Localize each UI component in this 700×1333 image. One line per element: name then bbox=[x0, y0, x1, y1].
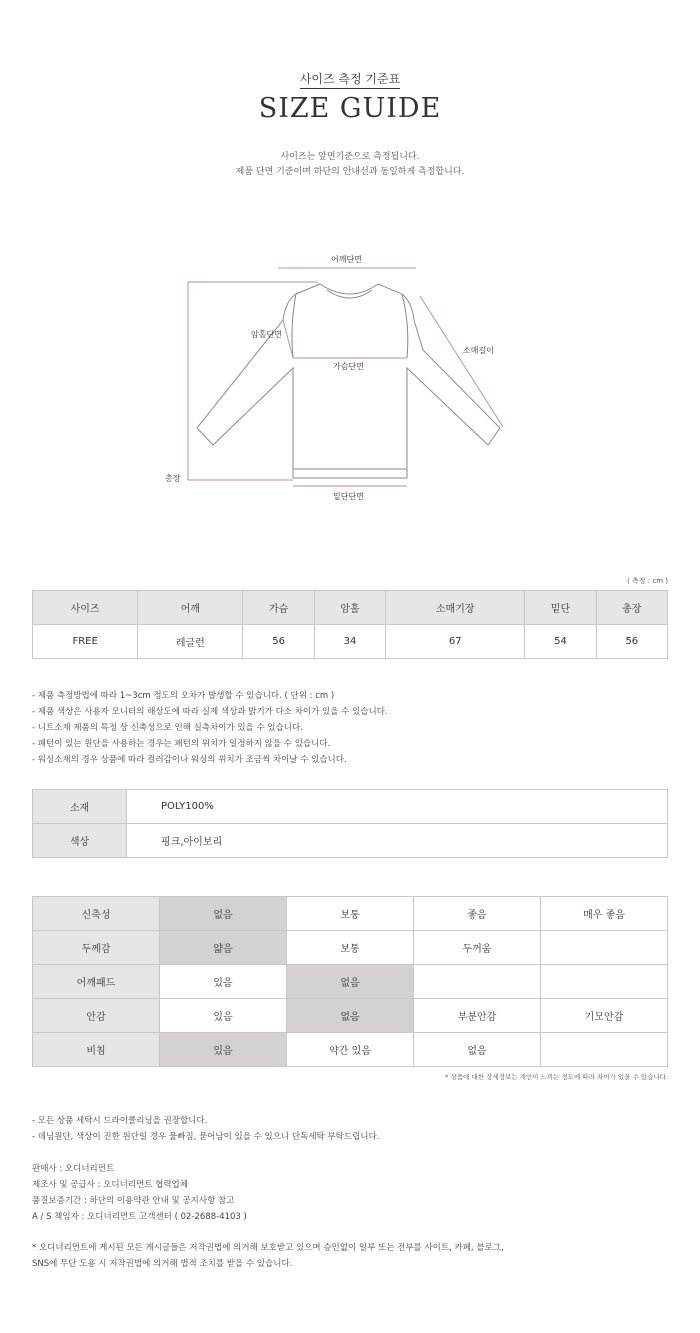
material-key: 소재 bbox=[33, 790, 127, 824]
care-instructions bbox=[32, 1113, 379, 1145]
table-cell: 56 bbox=[596, 625, 667, 659]
seller-info bbox=[32, 1161, 247, 1225]
length-label: 총장 bbox=[165, 474, 181, 483]
feature-cell-selected: 없음 bbox=[160, 897, 287, 931]
feature-cell: 없음 bbox=[414, 1033, 541, 1067]
table-row bbox=[33, 625, 668, 659]
feature-cell-selected: 없음 bbox=[287, 965, 414, 999]
table-row bbox=[33, 790, 668, 824]
unit-note: ( 측정 : cm ) bbox=[627, 577, 668, 585]
feature-key: 두께감 bbox=[33, 931, 160, 965]
feature-cell: 부분안감 bbox=[414, 999, 541, 1033]
feature-cell: 있음 bbox=[160, 965, 287, 999]
feature-key: 신축성 bbox=[33, 897, 160, 931]
care-line: - 데님원단, 색상이 진한 원단일 경우 물빠짐, 묻어남이 있을 수 있으니 단독세탁 부탁드립니다. bbox=[32, 1132, 380, 1142]
note-line: - 패턴이 있는 원단을 사용하는 경우는 패턴의 위치가 일정하지 않을 수 있습니다. bbox=[32, 739, 331, 749]
table-row bbox=[33, 824, 668, 858]
header-cell: 가슴 bbox=[243, 591, 314, 625]
copyright-notice bbox=[32, 1240, 504, 1272]
sleeve-label: 소매길이 bbox=[463, 346, 494, 355]
table-cell: 56 bbox=[243, 625, 314, 659]
material-table bbox=[32, 789, 668, 858]
note-line: - 워싱소재의 경우 상품에 따라 컬러감이나 워싱의 위치가 조금씩 차이날 수 있습니다. bbox=[32, 755, 347, 765]
copyright-line: * 오디너리먼트에 게시된 모든 게시글들은 저작권법에 의거해 보호받고 있으며 승인없이 일부 또는 전부를 사이트, 카페, 블로그, bbox=[32, 1243, 504, 1253]
table-row bbox=[33, 1033, 668, 1067]
feature-key: 안감 bbox=[33, 999, 160, 1033]
color-key: 색상 bbox=[33, 824, 127, 858]
feature-key: 비침 bbox=[33, 1033, 160, 1067]
armhole-label: 암홀단면 bbox=[251, 330, 282, 339]
hem-label: 밑단단면 bbox=[333, 492, 364, 501]
info-line: 판매사 : 오디너리먼트 bbox=[32, 1164, 115, 1174]
feature-cell: 약간 있음 bbox=[287, 1033, 414, 1067]
info-line: 품질보증기간 : 하단의 이용약관 안내 및 공지사항 참고 bbox=[32, 1196, 235, 1206]
material-value: POLY100% bbox=[127, 790, 668, 824]
sweater-illustration bbox=[0, 240, 700, 520]
feature-table bbox=[32, 896, 668, 1067]
feature-cell-selected: 있음 bbox=[160, 1033, 287, 1067]
feature-cell: 있음 bbox=[160, 999, 287, 1033]
table-cell: 34 bbox=[314, 625, 385, 659]
copyright-line: SNS에 무단 도용 시 저작권법에 의거해 법적 조치를 받을 수 있습니다. bbox=[32, 1259, 293, 1269]
table-cell: 67 bbox=[386, 625, 525, 659]
table-row bbox=[33, 965, 668, 999]
feature-note: * 상품에 대한 상세정보는 개인이 느끼는 정도에 따라 차이가 있을 수 있습니다. bbox=[445, 1073, 668, 1081]
feature-cell: 보통 bbox=[287, 897, 414, 931]
table-row bbox=[33, 999, 668, 1033]
feature-cell-selected: 얇음 bbox=[160, 931, 287, 965]
page-subtitle: 사이즈 측정 기준표 bbox=[0, 70, 700, 87]
shoulder-label: 어깨단면 bbox=[331, 255, 362, 264]
table-cell: FREE bbox=[33, 625, 138, 659]
table-cell: 54 bbox=[525, 625, 596, 659]
feature-cell bbox=[541, 965, 668, 999]
table-cell: 레글런 bbox=[138, 625, 243, 659]
feature-cell-selected: 없음 bbox=[287, 999, 414, 1033]
note-line: - 제품 색상은 사용자 모니터의 해상도에 따라 실제 색상과 밝기가 다소 차이가 있을 수 있습니다. bbox=[32, 707, 388, 717]
info-line: A / S 책임자 : 오디너리먼트 고객센터 ( 02-2688-4103 ) bbox=[32, 1212, 247, 1222]
note-line: - 니트소재 제품의 특정 상 신축성으로 인해 실측차이가 있을 수 있습니다. bbox=[32, 723, 303, 733]
color-value: 핑크,아이보리 bbox=[127, 824, 668, 858]
table-row bbox=[33, 931, 668, 965]
size-table bbox=[32, 590, 668, 659]
feature-cell: 보통 bbox=[287, 931, 414, 965]
feature-cell: 기모안감 bbox=[541, 999, 668, 1033]
feature-cell: 좋음 bbox=[414, 897, 541, 931]
care-line: - 모든 상품 세탁시 드라이클리닝을 권장합니다. bbox=[32, 1116, 208, 1126]
feature-cell bbox=[541, 931, 668, 965]
header-cell: 소매기장 bbox=[386, 591, 525, 625]
chest-label: 가슴단면 bbox=[333, 362, 364, 371]
feature-cell: 두꺼움 bbox=[414, 931, 541, 965]
garment-diagram bbox=[0, 240, 700, 520]
header-cell: 암홀 bbox=[314, 591, 385, 625]
header-cell: 사이즈 bbox=[33, 591, 138, 625]
header-cell: 어깨 bbox=[138, 591, 243, 625]
table-header-row bbox=[33, 591, 668, 625]
feature-cell bbox=[414, 965, 541, 999]
feature-key: 어깨패드 bbox=[33, 965, 160, 999]
table-row bbox=[33, 897, 668, 931]
info-line: 제조사 및 공급사 : 오디너리먼트 협력업체 bbox=[32, 1180, 188, 1190]
feature-cell: 매우 좋음 bbox=[541, 897, 668, 931]
page-title: SIZE GUIDE bbox=[258, 93, 442, 124]
header-cell: 밑단 bbox=[525, 591, 596, 625]
note-line: - 제품 측정방법에 따라 1~3cm 정도의 오차가 발생할 수 있습니다. ( 단위 : cm ) bbox=[32, 691, 335, 701]
feature-cell bbox=[541, 1033, 668, 1067]
measurement-notes bbox=[32, 688, 388, 768]
header-cell: 총장 bbox=[596, 591, 667, 625]
measurement-description: 사이즈는 앞면기준으로 측정됩니다. 제품 단면 기준이며 하단의 안내선과 동일하게 측정합니다. bbox=[235, 152, 465, 177]
